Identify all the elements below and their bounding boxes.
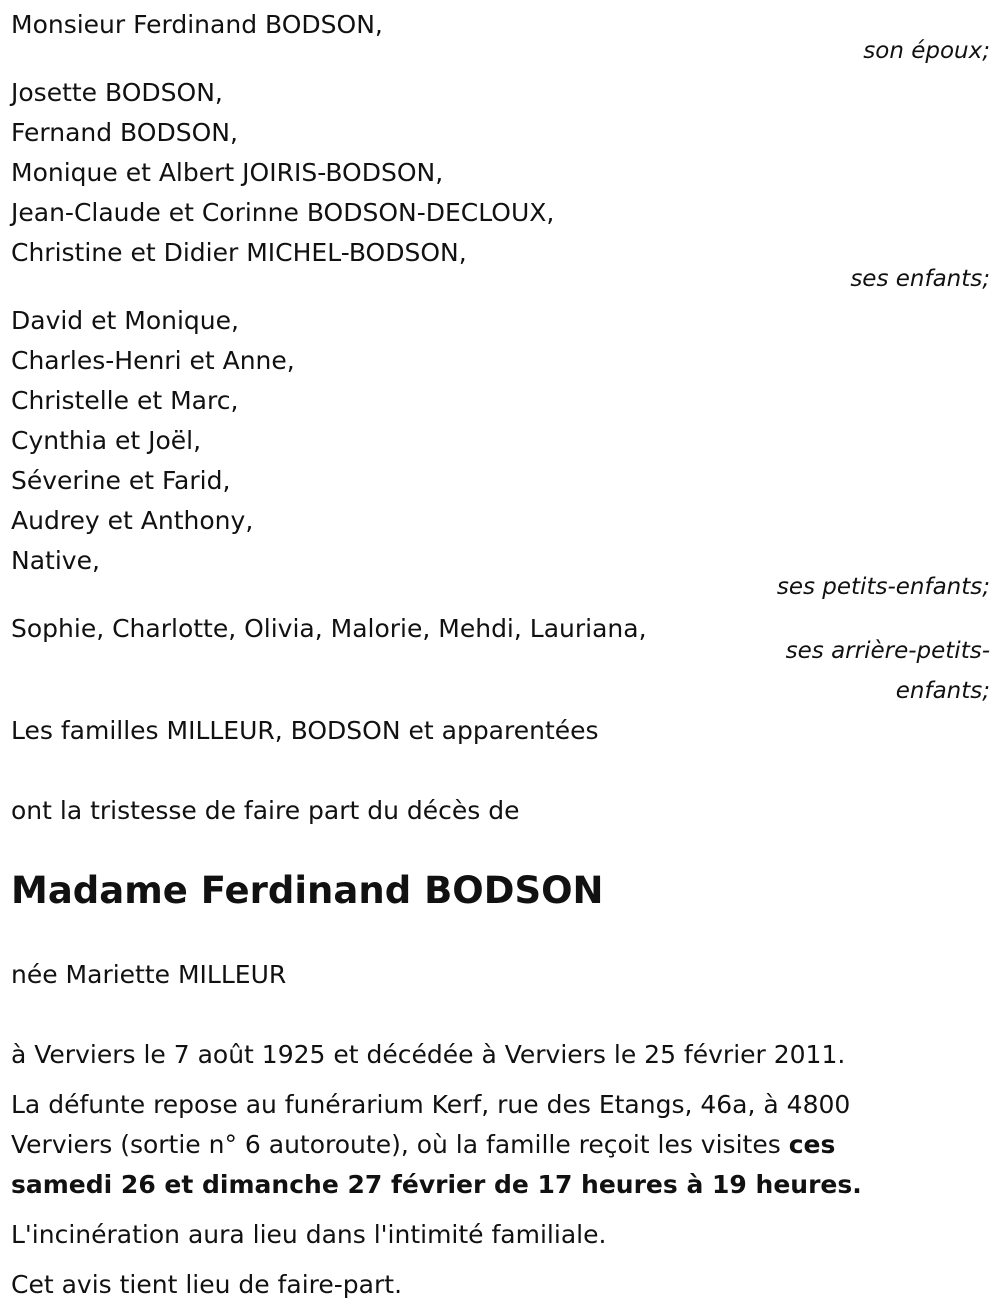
grandchild-name: Audrey et Anthony, (11, 506, 254, 535)
birth-death-dates: à Verviers le 7 août 1925 et décédée à Verviers le 25 février 2011. (11, 1040, 846, 1069)
child-name: Christine et Didier MICHEL-BODSON, (11, 238, 467, 267)
spacer (11, 995, 990, 1035)
spacer (11, 913, 990, 955)
grandchild-name: Charles-Henri et Anne, (11, 346, 295, 375)
families-line: Les familles MILLEUR, BODSON et apparentées (11, 716, 599, 745)
notice-line: Cet avis tient lieu de faire-part. (11, 1270, 403, 1299)
spouse-name: Monsieur Ferdinand BODSON, (11, 10, 383, 39)
grandchild-name: Native, (11, 546, 100, 575)
grandchild-name: Séverine et Farid, (11, 466, 231, 495)
announcement-line: ont la tristesse de faire part du décès de (11, 796, 520, 825)
deceased-name: Madame Ferdinand BODSON (11, 869, 604, 912)
child-name: Monique et Albert JOIRIS-BODSON, (11, 158, 444, 187)
great-grandchildren-names: Sophie, Charlotte, Olivia, Malorie, Mehdi, Lauriana, (11, 614, 647, 643)
visitation-schedule: ces samedi 26 et dimanche 27 février de 17 heures à 19 heures. (11, 1130, 862, 1199)
grandchild-name: Christelle et Marc, (11, 386, 239, 415)
spouse-role: son époux; (863, 38, 990, 64)
grandchildren-role: ses petits-enfants; (776, 574, 990, 600)
deceased-maiden-name: née Mariette MILLEUR (11, 960, 287, 989)
child-name: Josette BODSON, (11, 78, 223, 107)
child-name: Jean-Claude et Corinne BODSON-DECLOUX, (11, 198, 555, 227)
grandchild-name: David et Monique, (11, 306, 239, 335)
children-role: ses enfants; (850, 266, 990, 292)
great-grandchildren-role-line1: ses arrière-petits- (785, 638, 990, 664)
grandchild-name: Cynthia et Joël, (11, 426, 202, 455)
cremation-line: L'incinération aura lieu dans l'intimité familiale. (11, 1220, 607, 1249)
children-list (11, 73, 990, 273)
visitation-info (11, 1085, 931, 1205)
child-name: Fernand BODSON, (11, 118, 238, 147)
great-grandchildren-role-line2: enfants; (895, 678, 990, 704)
spacer (11, 751, 990, 791)
grandchildren-list (11, 301, 990, 581)
visitation-text: La défunte repose au funérarium Kerf, rue des Etangs, 46a, à 4800 Verviers (sortie n° 6 autoroute), où la famille reçoit les visites (11, 1090, 851, 1159)
